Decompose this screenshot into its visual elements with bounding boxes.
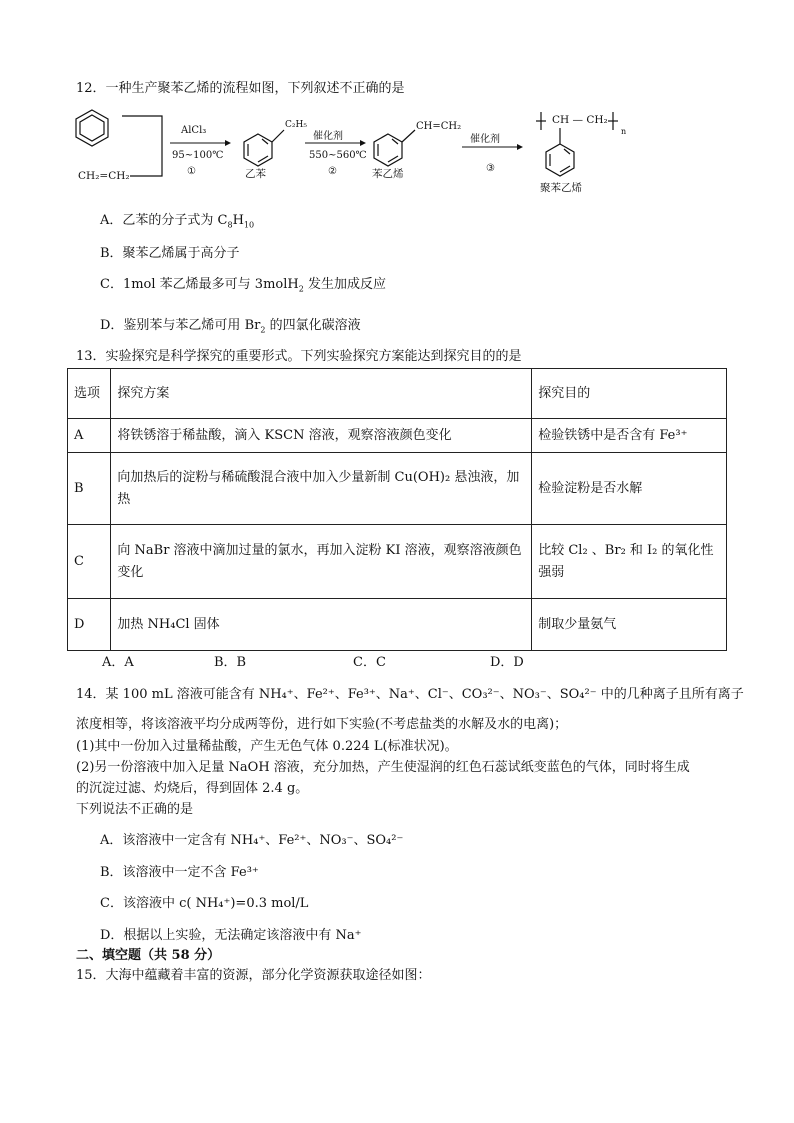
styrene-ring xyxy=(374,130,415,166)
table-row xyxy=(68,599,727,651)
polystyrene-name: 聚苯乙烯 xyxy=(540,182,582,194)
header-option: 选项 xyxy=(68,369,111,419)
q14-question: 下列说法不正确的是 xyxy=(76,802,194,817)
q13-choice-c: C．C xyxy=(353,655,386,670)
step3-number: ③ xyxy=(486,163,495,174)
step2-reagent: 催化剂 xyxy=(313,131,343,142)
q15-stem: 15．大海中蕴藏着丰富的资源，部分化学资源获取途径如图： xyxy=(76,968,431,983)
q13-choice-b: B．B xyxy=(214,655,247,670)
vinyl-group: CH=CH₂ xyxy=(416,121,462,132)
section-heading: 二、填空题（共 58 分） xyxy=(76,948,221,963)
table-row xyxy=(68,525,727,599)
q12-option-c: C．1mol 苯乙烯最多可与 3molH$_2$ 发生加成反应 xyxy=(100,277,386,294)
q14-option-d: D．根据以上实验，无法确定该溶液中有 Na⁺ xyxy=(100,928,362,943)
row-goal: 检验淀粉是否水解 xyxy=(532,453,727,525)
table-header-row xyxy=(68,369,727,419)
q12-option-a: A．乙苯的分子式为 $C_8H_{10}$ xyxy=(100,213,255,230)
q13-choice-a: A．A xyxy=(102,655,134,670)
row-plan: 向加热后的淀粉与稀硫酸混合液中加入少量新制 Cu(OH)₂ 悬浊液，加热 xyxy=(111,453,532,525)
q14-experiment-1: (1)其中一份加入过量稀盐酸，产生无色气体 0.224 L(标准状况)。 xyxy=(76,739,458,754)
q14-option-a: A．该溶液中一定含有 NH₄⁺、Fe²⁺、NO₃⁻、SO₄²⁻ xyxy=(100,833,404,848)
ethylbenzene-name: 乙苯 xyxy=(245,168,266,180)
q13-choice-d: D．D xyxy=(490,655,524,670)
q12-option-b: B．聚苯乙烯属于高分子 xyxy=(100,246,240,261)
ethyl-group: C₂H₅ xyxy=(285,120,307,130)
reactant-bracket xyxy=(122,116,162,176)
row-goal: 检验铁锈中是否含有 Fe³⁺ xyxy=(532,419,727,453)
table-row xyxy=(68,419,727,453)
q14-option-c: C．该溶液中 c( NH₄⁺)=0.3 mol/L xyxy=(100,896,309,911)
header-goal: 探究目的 xyxy=(532,369,727,419)
ethylbenzene-ring xyxy=(244,130,284,166)
q14-experiment-2-line2: 的沉淀过滤、灼烧后，得到固体 2.4 g。 xyxy=(76,781,309,796)
row-option: C xyxy=(68,525,111,599)
header-plan: 探究方案 xyxy=(111,369,532,419)
step2-number: ② xyxy=(328,166,337,177)
styrene-name: 苯乙烯 xyxy=(372,168,404,180)
row-goal: 制取少量氨气 xyxy=(532,599,727,651)
q12-stem: 12．一种生产聚苯乙烯的流程如图，下列叙述不正确的是 xyxy=(76,81,405,96)
polymer-chain: CH — CH₂ xyxy=(552,114,608,126)
row-plan: 将铁锈溶于稀盐酸，滴入 KSCN 溶液，观察溶液颜色变化 xyxy=(111,419,532,453)
q14-stem-line2: 浓度相等，将该溶液平均分成两等份，进行如下实验(不考虑盐类的水解及水的电离)； xyxy=(76,717,568,732)
q12-option-d: D．鉴别苯与苯乙烯可用 $Br_2$ 的四氯化碳溶液 xyxy=(100,318,361,335)
row-plan: 向 NaBr 溶液中滴加过量的氯水，再加入淀粉 KI 溶液，观察溶液颜色变化 xyxy=(111,525,532,599)
q14-stem-line1: 14．某 100 mL 溶液可能含有 NH₄⁺、Fe²⁺、Fe³⁺、Na⁺、Cl⁻、CO₃²⁻、NO₃⁻、SO₄²⁻ 中的几种离子且所有离子 xyxy=(76,687,744,702)
q14-option-b: B．该溶液中一定不含 Fe³⁺ xyxy=(100,865,259,880)
q14-experiment-2-line1: (2)另一份溶液中加入足量 NaOH 溶液，充分加热，产生使湿润的红色石蕊试纸变蓝色的气体，同时将生成 xyxy=(76,760,690,775)
q13-stem: 13．实验探究是科学探究的重要形式。下列实验探究方案能达到探究目的的是 xyxy=(76,349,522,364)
row-goal: 比较 Cl₂ 、Br₂ 和 I₂ 的氧化性强弱 xyxy=(532,525,727,599)
step1-reagent: AlCl₃ xyxy=(181,125,207,136)
step2-condition: 550~560℃ xyxy=(309,150,367,161)
table-row xyxy=(68,453,727,525)
row-option: B xyxy=(68,453,111,525)
benzene-ring xyxy=(76,110,108,146)
ethylene-label: CH₂=CH₂ xyxy=(78,170,130,182)
step3-reagent: 催化剂 xyxy=(470,134,500,145)
row-plan: 加热 NH₄Cl 固体 xyxy=(111,599,532,651)
step1-condition: 95~100℃ xyxy=(172,150,224,161)
row-option: D xyxy=(68,599,111,651)
polymer-n: n xyxy=(621,127,627,136)
row-option: A xyxy=(68,419,111,453)
step1-number: ① xyxy=(187,166,196,177)
q13-table xyxy=(67,368,727,651)
